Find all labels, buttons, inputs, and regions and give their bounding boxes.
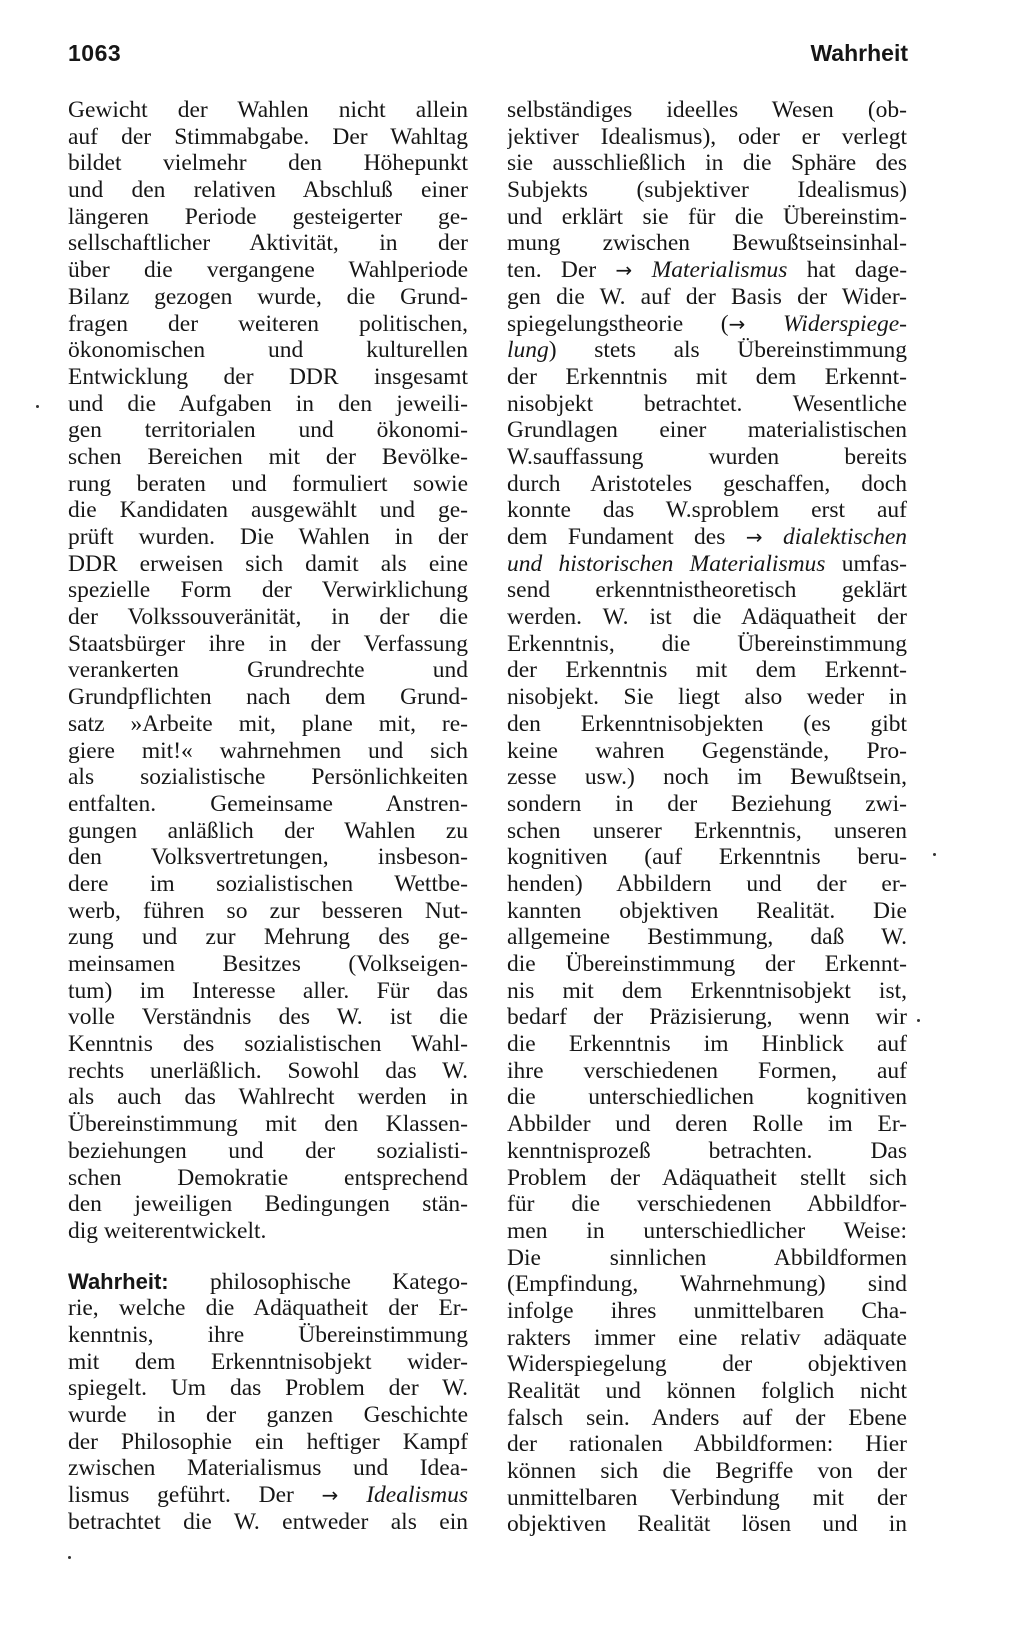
text-line: DDR erweisen sich damit als eine — [68, 550, 468, 577]
text-line: objektiven Realität lösen und in — [507, 1511, 907, 1538]
text-line: zung und zur Mehrung des ge- — [68, 924, 468, 951]
text-line: durch Aristoteles geschaffen, doch — [507, 470, 907, 497]
scan-speck — [68, 1556, 71, 1559]
page-header — [68, 40, 908, 80]
scan-speck — [917, 1019, 920, 1022]
text-line: mit dem Erkenntnisobjekt wider- — [68, 1348, 468, 1375]
text-line: über die vergangene Wahlperiode — [68, 257, 468, 284]
text-line: werb, führen so zur besseren Nut- — [68, 897, 468, 924]
cross-reference-materialismus[interactable]: Materialismus — [651, 257, 788, 284]
text-line: schen Demokratie entsprechend — [68, 1164, 468, 1191]
text-line: als sozialistische Persönlichkeiten — [68, 764, 468, 791]
text-line: W.sauffassung wurden bereits — [507, 443, 907, 470]
cross-reference-arrow-icon: → — [745, 525, 763, 549]
text-line: der Volkssouveränität, in der die — [68, 604, 468, 631]
text-line — [507, 257, 907, 284]
text-line: der Erkenntnis mit dem Erkennt- — [507, 363, 907, 390]
text-line: meinsamen Besitzes (Volkseigen- — [68, 951, 468, 977]
text-line: fragen der weiteren politischen, — [68, 310, 468, 337]
text-line: gen territorialen und ökonomi- — [68, 417, 468, 444]
text-line: mung zwischen Bewußtseinsinhal- — [507, 230, 907, 257]
cross-reference-arrow-icon: → — [728, 311, 746, 336]
text-fragment: Der — [258, 1482, 294, 1509]
text-line: können sich die Begriffe von der — [507, 1458, 907, 1485]
text-fragment: spiegelungstheorie ( — [507, 310, 729, 337]
text-line: zwischen Materialismus und Idea- — [68, 1455, 468, 1482]
text-line: Abbilder und deren Rolle im Er- — [507, 1111, 907, 1138]
text-line: send erkenntnistheoretisch geklärt — [507, 577, 907, 604]
text-line: der Erkenntnis mit dem Erkennt- — [507, 657, 907, 684]
text-line — [507, 311, 907, 338]
entry-first-line-text: philosophische Katego- — [168, 1268, 468, 1295]
text-line: tum) im Interesse aller. Für das — [68, 977, 468, 1004]
text-line: werden. W. ist die Adäquatheit der — [507, 604, 907, 631]
text-fragment: lismus geführt. — [68, 1482, 231, 1509]
text-line: henden) Abbildern und der er- — [507, 870, 907, 897]
text-line: wurde in der ganzen Geschichte — [68, 1402, 468, 1428]
text-line: den jeweiligen Bedingungen stän- — [68, 1191, 468, 1218]
cross-reference-dialektischen[interactable]: dialektischen — [783, 524, 907, 550]
text-line: dig weiterentwickelt. — [68, 1217, 267, 1244]
text-line: Grundpflichten nach dem Grund- — [68, 684, 468, 711]
text-line: rie, welche die Adäquatheit der Er- — [68, 1295, 468, 1322]
right-column — [507, 97, 907, 1538]
text-fragment: dem Fundament des — [507, 524, 726, 550]
text-line: jektiver Idealismus), oder er verlegt — [507, 123, 907, 150]
text-line: allgemeine Bestimmung, daß W. — [507, 924, 907, 951]
text-line: sondern in der Beziehung zwi- — [507, 790, 907, 817]
text-line: Grundlagen einer materialistischen — [507, 417, 907, 444]
text-line: auf der Stimmabgabe. Der Wahltag — [68, 123, 468, 150]
text-line: ökonomischen und kulturellen — [68, 337, 468, 364]
text-line: gungen anläßlich der Wahlen zu — [68, 817, 468, 844]
text-line: die Erkenntnis im Hinblick auf — [507, 1031, 907, 1058]
text-line: den Volksvertretungen, insbeson- — [68, 844, 468, 871]
text-line: die Kandidaten ausgewählt und ge- — [68, 497, 468, 524]
text-line: Subjekts (subjektiver Idealismus) — [507, 177, 907, 204]
text-line: die Übereinstimmung der Erkennt- — [507, 951, 907, 977]
text-line: schen unserer Erkenntnis, unseren — [507, 817, 907, 844]
text-line: nis mit dem Erkenntnisobjekt ist, — [507, 977, 907, 1004]
text-line: entfalten. Gemeinsame Anstren- — [68, 790, 468, 817]
text-line: kenntnisprozeß betrachten. Das — [507, 1137, 907, 1164]
cross-reference-arrow-icon: → — [615, 258, 633, 283]
cross-reference-historischen-materialismus[interactable]: und historischen Materialismus — [507, 550, 826, 577]
text-line: prüft wurden. Die Wahlen in der — [68, 524, 468, 550]
text-line: satz »Arbeite mit, plane mit, re- — [68, 710, 468, 737]
text-line: (Empfindung, Wahrnehmung) sind — [507, 1271, 907, 1298]
text-fragment: ) stets als Übereinstimmung — [548, 337, 907, 364]
text-line: und die Aufgaben in den jeweili- — [68, 390, 468, 417]
text-line: selbständiges ideelles Wesen (ob- — [507, 97, 907, 123]
text-line: spiegelt. Um das Problem der W. — [68, 1375, 468, 1402]
text-line: und erklärt sie für die Übereinstim- — [507, 203, 907, 230]
text-line — [68, 1482, 468, 1509]
text-line: Problem der Adäquatheit stellt sich — [507, 1164, 907, 1191]
text-line: Kenntnis des sozialistischen Wahl- — [68, 1031, 468, 1058]
text-line: schen Bereichen mit der Bevölke- — [68, 443, 468, 470]
text-line: der rationalen Abbildformen: Hier — [507, 1431, 907, 1458]
text-line: keine wahren Gegenstände, Pro- — [507, 737, 907, 764]
text-line: gen die W. auf der Basis der Wider- — [507, 283, 907, 310]
text-line: längeren Periode gesteigerter ge- — [68, 203, 468, 230]
text-line: kannten objektiven Realität. Die — [507, 897, 907, 924]
text-line: dere im sozialistischen Wettbe- — [68, 870, 468, 897]
page-number: 1063 — [68, 40, 122, 66]
text-line: den Erkenntnisobjekten (es gibt — [507, 710, 907, 737]
text-line — [507, 524, 907, 551]
text-line: kenntnis, ihre Übereinstimmung — [68, 1321, 468, 1348]
text-line: beziehungen und der sozialisti- — [68, 1137, 468, 1164]
text-line: spezielle Form der Verwirklichung — [68, 577, 468, 604]
text-line: kognitiven (auf Erkenntnis beru- — [507, 844, 907, 871]
left-column — [68, 97, 468, 1535]
text-line: Bilanz gezogen wurde, die Grund- — [68, 283, 468, 310]
text-line: rung beraten und formuliert sowie — [68, 470, 468, 497]
text-line: Gewicht der Wahlen nicht allein — [68, 97, 468, 123]
text-line: und den relativen Abschluß einer — [68, 177, 468, 204]
text-line: sellschaftlicher Aktivität, in der — [68, 230, 468, 257]
cross-reference-idealismus[interactable]: Idealismus — [366, 1482, 468, 1509]
cross-reference-widerspiegelung-cont[interactable]: lung — [507, 337, 549, 364]
cross-reference-arrow-icon: → — [321, 1483, 339, 1508]
text-line: für die verschiedenen Abbildfor- — [507, 1191, 907, 1218]
text-line — [507, 551, 907, 578]
text-line: Übereinstimmung mit den Klassen- — [68, 1111, 468, 1138]
text-line — [507, 337, 907, 364]
text-line: Entwicklung der DDR insgesamt — [68, 363, 468, 390]
text-line: men in unterschiedlicher Weise: — [507, 1217, 907, 1244]
text-line: zesse usw.) noch im Bewußtsein, — [507, 764, 907, 791]
text-line: konnte das W.sproblem erst auf — [507, 497, 907, 524]
text-line: der Philosophie ein heftiger Kampf — [68, 1428, 468, 1455]
scan-speck — [933, 853, 936, 856]
text-line: volle Verständnis des W. ist die — [68, 1004, 468, 1031]
text-line: ihre verschiedenen Formen, auf — [507, 1057, 907, 1084]
text-line: unmittelbaren Verbindung mit der — [507, 1484, 907, 1511]
text-fragment: hat dage- — [806, 257, 907, 284]
running-head: Wahrheit — [810, 40, 908, 66]
text-line: verankerten Grundrechte und — [68, 657, 468, 684]
entry-headword: Wahrheit: — [68, 1268, 169, 1294]
text-fragment: umfas- — [825, 550, 907, 577]
text-line: falsch sein. Anders auf der Ebene — [507, 1404, 907, 1431]
text-line: infolge ihres unmittelbaren Cha- — [507, 1297, 907, 1324]
text-line: giere mit!« wahrnehmen und sich — [68, 737, 468, 764]
text-line: nisobjekt. Sie liegt also weder in — [507, 684, 907, 711]
text-line: betrachtet die W. entweder als ein — [68, 1508, 468, 1535]
text-line: rakters immer eine relativ adäquate — [507, 1324, 907, 1351]
text-line: bildet vielmehr den Höhepunkt — [68, 150, 468, 177]
text-line: rechts unerläßlich. Sowohl das W. — [68, 1057, 468, 1084]
text-line: bedarf der Präzisierung, wenn wir — [507, 1004, 907, 1031]
text-line: nisobjekt betrachtet. Wesentliche — [507, 390, 907, 417]
text-line: Erkenntnis, die Übereinstimmung — [507, 630, 907, 657]
entry-first-line — [68, 1269, 468, 1296]
text-line: als auch das Wahlrecht werden in — [68, 1084, 468, 1111]
scan-speck — [36, 405, 39, 408]
text-line: die unterschiedlichen kognitiven — [507, 1084, 907, 1111]
text-line: Realität und können folglich nicht — [507, 1378, 907, 1404]
text-fragment: ten. Der — [507, 257, 597, 284]
text-line: Die sinnlichen Abbildformen — [507, 1244, 907, 1271]
text-line: Widerspiegelung der objektiven — [507, 1351, 907, 1378]
text-line: sie ausschließlich in die Sphäre des — [507, 150, 907, 177]
cross-reference-widerspiegelung[interactable]: Widerspiege- — [783, 310, 907, 337]
text-line: Staatsbürger ihre in der Verfassung — [68, 630, 468, 657]
